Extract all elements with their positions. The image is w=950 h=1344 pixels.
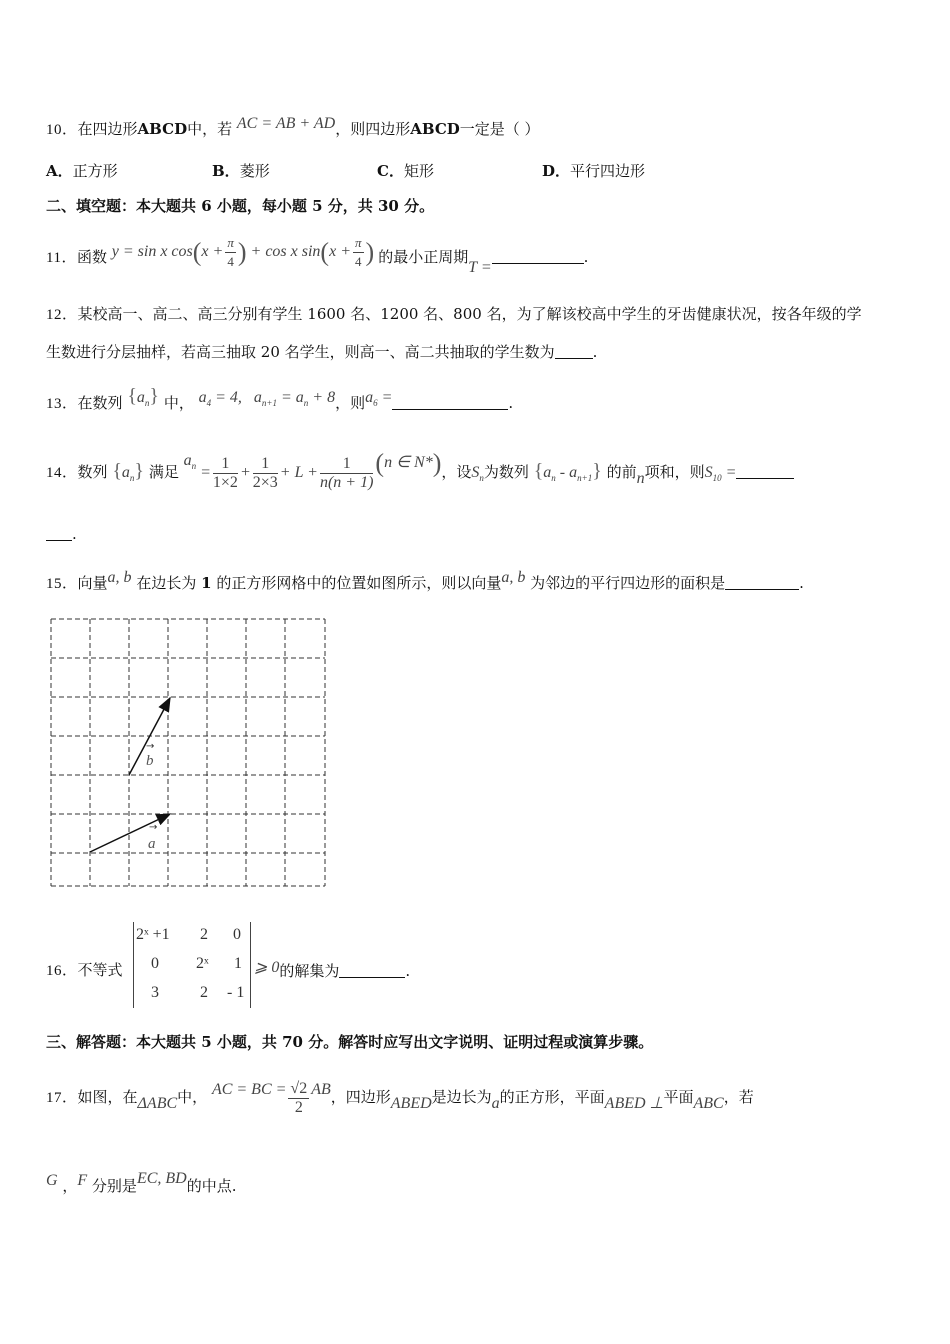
q12-answer-blank [555,344,593,359]
q10-option-a: A．正方形 [46,162,118,180]
vector-a-arrow-mark: → [149,822,158,833]
q15-answer-blank [725,575,799,590]
section-3-heading: 三、解答题：本大题共 5 小题，共 70 分。解答时应写出文字说明、证明过程或演算步骤。 [46,1033,654,1051]
q17-line-2: G ，F 分别是EC, BD的中点. [46,1170,237,1195]
q11-answer-blank [492,249,584,264]
q12-line-1: 12．某校高一、高二、高三分别有学生 1600 名、1200 名、800 名，为了解该校高中学生的牙齿健康状况，按各年级的学 [46,305,862,323]
q10-option-d: D．平行四边形 [542,162,646,180]
section-2-heading: 二、填空题：本大题共 6 小题，每小题 5 分，共 30 分。 [46,197,435,215]
q10-option-c: C．矩形 [377,162,434,180]
q10-number: 10． [46,122,78,138]
vector-b-label: b [146,753,154,769]
q17-line-1: 17．如图，在ΔABC中， AC = BC = $\frac{√2}{2}$ AB，四边形ABED是边长为a的正方形，平面ABED ⊥平面ABC，若 [46,1079,754,1116]
q16-stem-right: ⩾ 0的解集为 . [254,959,411,980]
q16-determinant: 2ˣ +1 2 0 0 2ˣ 1 3 2 - 1 [133,922,251,1008]
q16-stem-left: 16．不等式 [46,961,123,979]
q10-vector-equation: AC = AB + AD [236,115,336,132]
q14-answer-blank [736,464,794,479]
vector-a-label: a [148,836,156,852]
vector-b-arrow-mark: → [146,741,155,752]
q17-length-relation: AC = BC = $\frac{√2}{2}$ AB [211,1079,331,1116]
grid-lines [51,619,325,886]
q11-function: y = sin x cos(x + $\frac{\pi}{4}$ ) + cos x sin(x + $\frac{\pi}{4}$ ) [111,234,375,269]
q14-blank-continued: . [46,524,77,544]
q16-answer-blank [339,963,405,978]
q11-stem: 11．函数 y = sin x cos(x + $\frac{\pi}{4}$ ) + cos x sin(x + $\frac{\pi}{4}$ ) 的最小正周期T =. [46,234,589,276]
q13-stem: 13．在数列 $\{a_n\}$ 中， $a_4 = 4$, $a_{n+1} = a_n + 8$，则$a_6$ = . [46,385,514,412]
q10-stem: 10．在四边形ABCD中，若 AC = AB + AD，则四边形ABCD一定是（ ） [46,115,540,138]
q12-line-2: 生数进行分层抽样，若高三抽取 20 名学生，则高一、高二共抽取的学生数为 . [46,343,598,361]
vector-a-arrow [90,814,170,852]
q14-sequence-formula: $a_n$ = $\frac{1}{1\times 2}$ + $\frac{1}{2\times 3}$ + L + $\frac{1}{n(n + 1)}$ (n ∈ N*) [183,448,442,491]
q10-option-b: B．菱形 [212,162,270,180]
q15-stem: 15．向量a, b 在边长为 1 的正方形网格中的位置如图所示，则以向量a, b 为邻边的平行四边形的面积是 . [46,569,804,592]
q13-answer-blank [392,395,508,410]
q15-grid-figure [48,616,328,890]
q14-stem: 14．数列 $\{a_n\}$ 满足 $a_n$ = $\frac{1}{1\times 2}$ + $\frac{1}{2\times 3}$ + L + $\frac{1}{n(n + 1)}$ (n ∈ N*)，设$S_n$为数列 $\{a_n - a_{n+1}\}$ 的前n项和，则$S_{10}$ = [46,436,794,486]
